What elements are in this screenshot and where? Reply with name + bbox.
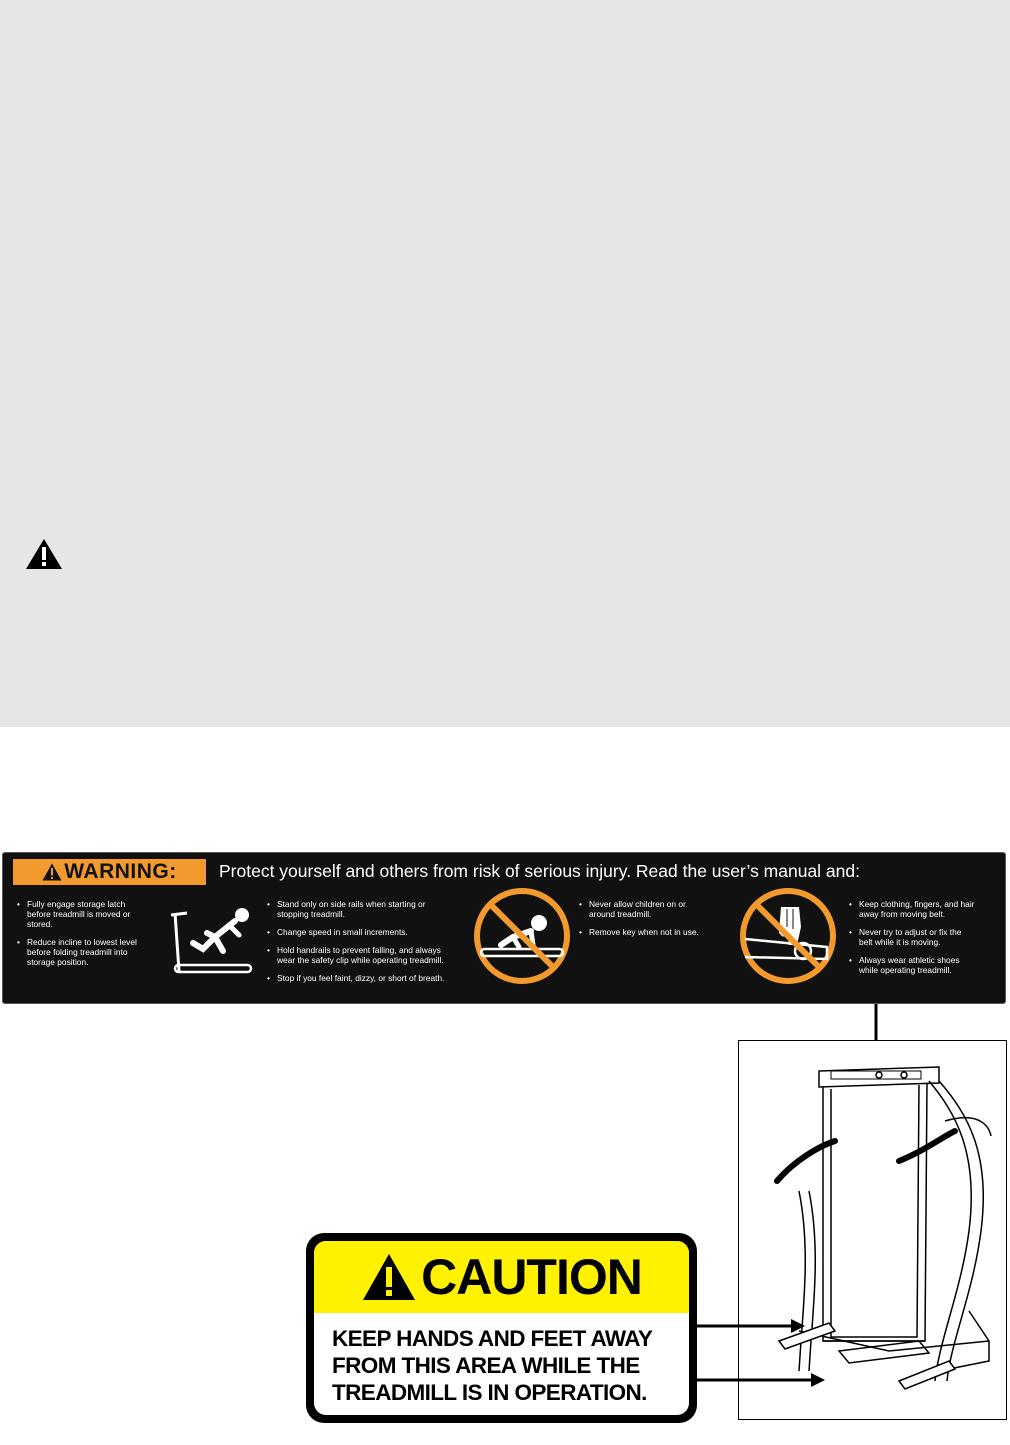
list-item: • Change speed in small increments. xyxy=(267,927,467,937)
warning-triangle-icon xyxy=(25,538,63,570)
person-falling-icon xyxy=(163,893,255,979)
no-hands-in-belt-icon xyxy=(739,887,837,985)
treadmill-drawing xyxy=(739,1041,1005,1418)
list-item: • Hold handrails to prevent falling, and always wear the safety clip while operating treadmill. xyxy=(267,945,467,965)
list-item: • Keep clothing, fingers, and hair away from moving belt. xyxy=(849,899,999,919)
warning-header xyxy=(13,859,206,885)
caution-header xyxy=(314,1241,689,1313)
caution-decal xyxy=(306,1233,697,1423)
list-item: • Always wear athletic shoes while operating treadmill. xyxy=(849,955,999,975)
list-item: • Stand only on side rails when starting or stopping treadmill. xyxy=(267,899,467,919)
warning-decal xyxy=(2,852,1006,1004)
warning-column-2 xyxy=(267,899,467,991)
warning-header-label: WARNING: xyxy=(64,860,177,883)
caution-line: KEEP HANDS AND FEET AWAY xyxy=(332,1326,653,1351)
list-item: • Remove key when not in use. xyxy=(579,927,729,937)
list-item: • Never try to adjust or fix the belt while it is moving. xyxy=(849,927,999,947)
warning-column-1 xyxy=(17,899,157,975)
caution-title: CAUTION xyxy=(421,1249,642,1305)
list-item: • Fully engage storage latch before treadmill is moved or stored. xyxy=(17,899,157,929)
list-item: • Reduce incline to lowest level before folding treadmill into storage position. xyxy=(17,937,157,967)
caution-arrow-upper xyxy=(697,1316,807,1336)
caution-line: TREADMILL IS IN OPERATION. xyxy=(332,1380,647,1405)
list-item: • Stop if you feel faint, dizzy, or short of breath. xyxy=(267,973,467,983)
caution-decal-inner xyxy=(314,1241,689,1415)
warning-column-4 xyxy=(849,899,999,983)
caution-line: FROM THIS AREA WHILE THE xyxy=(332,1353,640,1378)
warning-column-3 xyxy=(579,899,729,945)
treadmill-illustration xyxy=(738,1040,1007,1420)
list-item: • Never allow children on or around treadmill. xyxy=(579,899,729,919)
warning-triangle-icon xyxy=(42,863,62,881)
warning-intro: Protect yourself and others from risk of serious injury. Read the user’s manual and: xyxy=(219,861,860,881)
warning-triangle-icon xyxy=(361,1252,417,1302)
caution-arrow-lower xyxy=(697,1370,827,1390)
no-children-icon xyxy=(473,887,571,985)
caution-message xyxy=(332,1325,652,1406)
